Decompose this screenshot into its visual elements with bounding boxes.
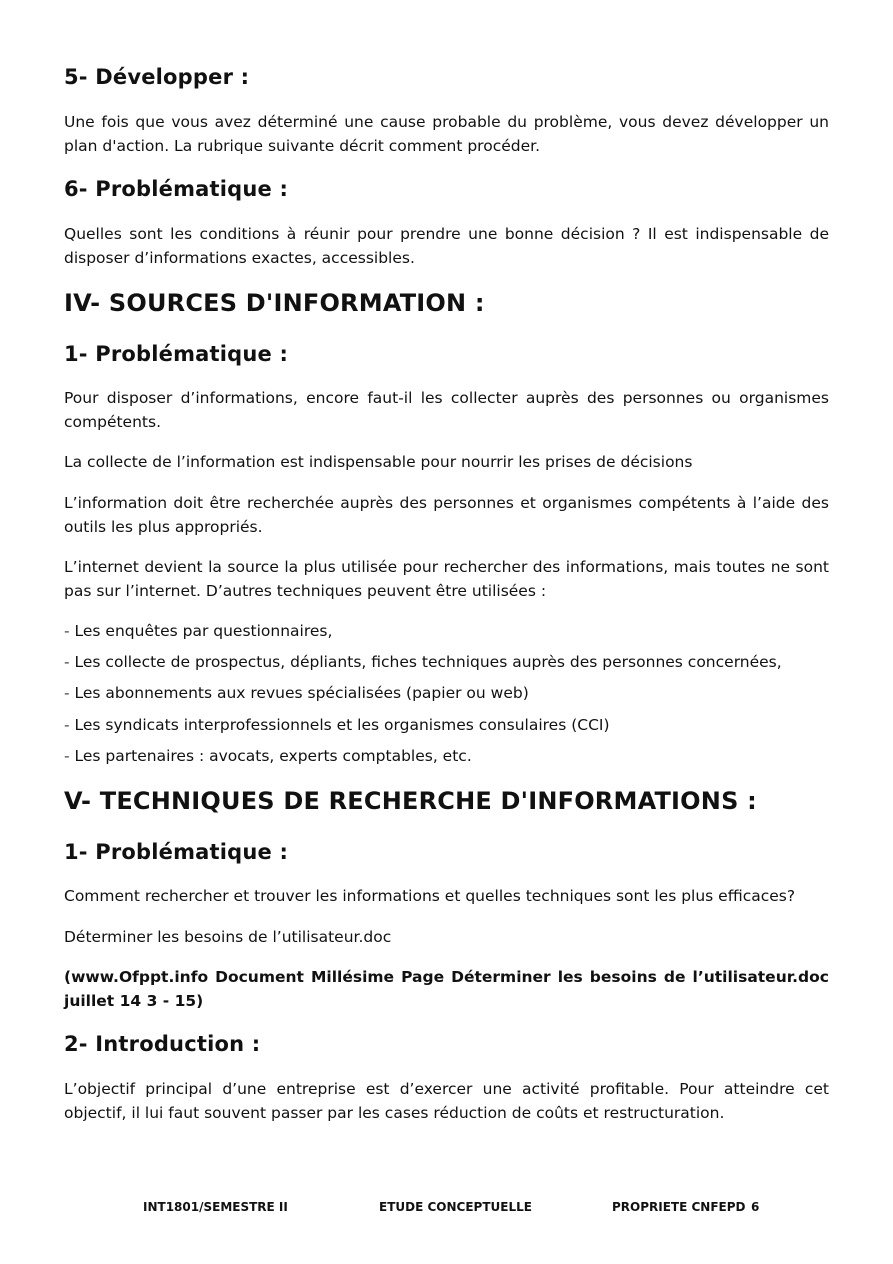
page-footer xyxy=(0,1200,893,1218)
paragraph-introduction: L’objectif principal d’une entreprise est d’exercer une activité profitable. Pour atteindre cet objectif, il lui faut souvent passer par les cases réduction de coûts et restructuration. xyxy=(64,1080,829,1122)
bullet-dash: - xyxy=(64,622,70,640)
list-item: - Les partenaires : avocats, experts comptables, etc. xyxy=(64,747,472,765)
bullet-dash: - xyxy=(64,716,70,734)
paragraph-v1-1: Comment rechercher et trouver les informations et quelles techniques sont les plus efficaces? xyxy=(64,887,796,905)
bullet-dash: - xyxy=(64,747,70,765)
chapter-title-techniques: V- TECHNIQUES DE RECHERCHE D'INFORMATIONS : xyxy=(64,787,757,815)
section-title-problematique-iv1: 1- Problématique : xyxy=(64,342,289,366)
list-item: - Les enquêtes par questionnaires, xyxy=(64,622,333,640)
paragraph-problematique-6: Quelles sont les conditions à réunir pour prendre une bonne décision ? Il est indispensable de disposer d’informations exactes, accessibles. xyxy=(64,225,829,267)
section-title-problematique-v1: 1- Problématique : xyxy=(64,840,289,864)
paragraph-v1-2: Déterminer les besoins de l’utilisateur.doc xyxy=(64,928,392,946)
list-item: - Les abonnements aux revues spécialisées (papier ou web) xyxy=(64,684,529,702)
section-title-developper: 5- Développer : xyxy=(64,65,250,89)
bullet-dash: - xyxy=(64,684,70,702)
footer-ownership: PROPRIETE CNFEPD xyxy=(612,1200,746,1214)
section-title-problematique-6: 6- Problématique : xyxy=(64,177,289,201)
paragraph-v1-3: (www.Ofppt.info Document Millésime Page Déterminer les besoins de l’utilisateur.doc juillet 14 3 - 15) xyxy=(64,968,829,1010)
paragraph-iv1-1: Pour disposer d’informations, encore faut-il les collecter auprès des personnes ou organismes compétents. xyxy=(64,389,829,431)
bullet-dash: - xyxy=(64,653,70,671)
list-item: - Les syndicats interprofessionnels et les organismes consulaires (CCI) xyxy=(64,716,610,734)
paragraph-developper: Une fois que vous avez déterminé une cause probable du problème, vous devez développer un plan d'action. La rubrique suivante décrit comment procéder. xyxy=(64,113,829,155)
footer-module-title: ETUDE CONCEPTUELLE xyxy=(379,1200,532,1214)
chapter-title-sources: IV- SOURCES D'INFORMATION : xyxy=(64,289,485,317)
paragraph-iv1-2: La collecte de l’information est indispensable pour nourrir les prises de décisions xyxy=(64,453,693,471)
paragraph-iv1-4: L’internet devient la source la plus utilisée pour rechercher des informations, mais toutes ne sont pas sur l’internet. D’autres techniques peuvent être utilisées : xyxy=(64,558,829,600)
paragraph-iv1-3: L’information doit être recherchée auprès des personnes et organismes compétents à l’aide des outils les plus appropriés. xyxy=(64,494,829,536)
footer-course-code: INT1801/SEMESTRE II xyxy=(143,1200,288,1214)
footer-page-number: 6 xyxy=(751,1200,760,1214)
section-title-introduction: 2- Introduction : xyxy=(64,1032,261,1056)
list-item: - Les collecte de prospectus, dépliants, fiches techniques auprès des personnes concernées, xyxy=(64,653,782,671)
